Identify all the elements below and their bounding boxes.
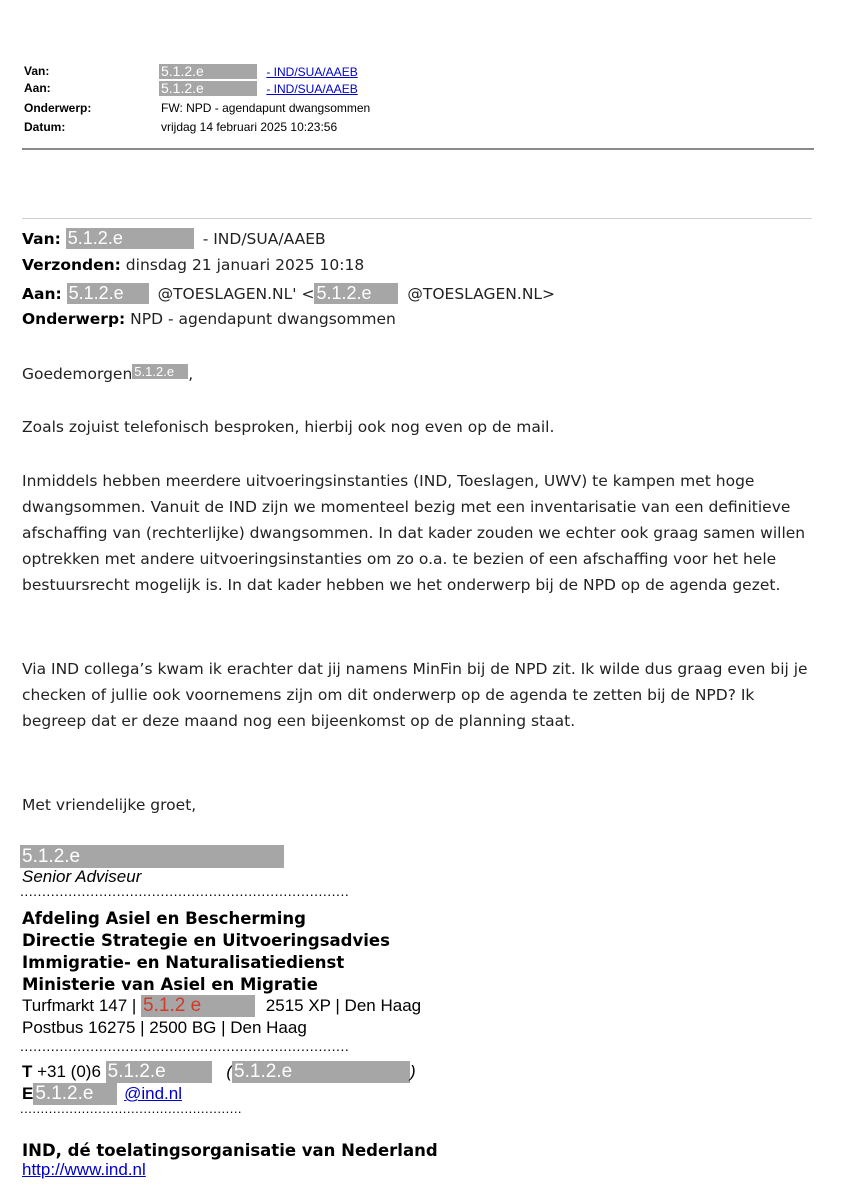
dotted-separator: ...................................................... xyxy=(20,1101,243,1116)
redaction-box: 5.1.2.e xyxy=(67,283,149,304)
redaction-box: 5.1.2.e xyxy=(20,845,284,868)
signature-role: Senior Adviseur xyxy=(22,867,142,886)
address-street: Turfmarkt 147 | xyxy=(22,996,142,1015)
phone-paren-open: ( xyxy=(226,1062,233,1081)
dotted-separator: ........................................................................... xyxy=(20,1038,350,1054)
fwd-to-domain1: @TOESLAGEN.NL' < xyxy=(157,285,315,303)
redaction-box: 5.1.2.e xyxy=(232,1061,410,1083)
header-date: vrijdag 14 februari 2025 10:23:56 xyxy=(161,120,338,134)
redaction-box: 5.1.2 e xyxy=(141,995,255,1017)
redaction-box: 5.1.2.e xyxy=(159,64,257,79)
header-to-link[interactable]: - IND/SUA/AAEB xyxy=(266,82,358,96)
header-to-value xyxy=(159,81,358,97)
sig-url-wrap xyxy=(22,1159,146,1181)
redaction-box: 5.1.2.e xyxy=(314,283,398,304)
fwd-sent-line xyxy=(22,256,364,274)
fwd-from-org: - IND/SUA/AAEB xyxy=(202,230,326,248)
paragraph-2: Inmiddels hebben meerdere uitvoeringsinstanties (IND, Toeslagen, UWV) te kampen met hoge dwangsommen. Vanuit de IND zijn we momenteel bezig met een inventarisatie van een definitieve afschaffing van (rechterlijke) dwangsommen. In dat kader zouden we echter ook graag samen willen optrekken met andere uitvoeringsinstanties om zo o.a. te bezien of een afschaffing voor het hele bestuursrecht mogelijk is. In dat kader hebben we het onderwerp bij de NPD op de agenda gezet. xyxy=(22,472,806,594)
header-to-label: Aan: xyxy=(24,81,51,95)
fwd-sent-value: dinsdag 21 januari 2025 10:18 xyxy=(125,256,365,274)
closing: Met vriendelijke groet, xyxy=(22,796,197,814)
redaction-box: 5.1.2.e xyxy=(33,1083,117,1105)
phone-paren-close: ) xyxy=(410,1062,416,1081)
header-date-label: Datum: xyxy=(24,120,66,134)
sig-dept-4: Ministerie van Asiel en Migratie xyxy=(22,975,318,994)
email-link[interactable]: @ind.nl xyxy=(124,1084,182,1103)
paragraph-3: Via IND collega’s kwam ik erachter dat jij namens MinFin bij de NPD zit. Ik wilde dus graag even bij je checken of jullie ook voornemens zijn om dit onderwerp op de agenda te zetten bij de NPD? Ik begreep dat er deze maand nog een bijeenkomst op de planning staat. xyxy=(22,660,808,730)
fwd-from-label: Van: xyxy=(22,230,61,248)
fwd-to-line xyxy=(22,283,555,304)
phone-label: T xyxy=(22,1062,33,1081)
fwd-subject-value: NPD - agendapunt dwangsommen xyxy=(130,310,396,328)
sig-phone xyxy=(22,1061,416,1083)
fwd-subject-label: Onderwerp: xyxy=(22,310,126,328)
website-link[interactable]: http://www.ind.nl xyxy=(22,1160,146,1179)
header-from-value xyxy=(159,64,358,80)
header-from-link[interactable]: - IND/SUA/AAEB xyxy=(266,65,358,79)
forward-divider xyxy=(22,218,812,219)
sig-dept-1: Afdeling Asiel en Bescherming xyxy=(22,909,306,928)
header-subject-label: Onderwerp: xyxy=(24,101,92,115)
email-label: E xyxy=(22,1084,34,1103)
redaction-box: 5.1.2.e xyxy=(132,364,188,379)
greeting-comma: , xyxy=(188,365,194,383)
header-from-label: Van: xyxy=(24,64,50,78)
greeting-text: Goedemorgen xyxy=(22,365,133,383)
redaction-box: 5.1.2.e xyxy=(66,228,194,249)
fwd-to-label: Aan: xyxy=(22,285,62,303)
signature-name xyxy=(20,845,284,868)
paragraph-1: Zoals zojuist telefonisch besproken, hierbij ook nog even op de mail. xyxy=(22,418,555,436)
address-postcode: 2515 XP | Den Haag xyxy=(265,996,422,1015)
sig-dept-2: Directie Strategie en Uitvoeringsadvies xyxy=(22,931,390,950)
fwd-sent-label: Verzonden: xyxy=(22,256,121,274)
fwd-to-domain2: @TOESLAGEN.NL> xyxy=(407,285,556,303)
header-divider xyxy=(22,148,814,150)
phone-prefix: +31 (0)6 xyxy=(32,1062,106,1081)
dotted-separator: ........................................................................... xyxy=(20,883,350,899)
greeting xyxy=(22,364,193,383)
sig-address-1 xyxy=(22,995,421,1017)
sig-address-2: Postbus 16275 | 2500 BG | Den Haag xyxy=(22,1018,307,1037)
fwd-from-line xyxy=(22,228,326,249)
redaction-box: 5.1.2.e xyxy=(159,81,257,96)
sig-tagline: IND, dé toelatingsorganisatie van Nederland xyxy=(22,1141,438,1160)
header-subject: FW: NPD - agendapunt dwangsommen xyxy=(161,101,371,115)
fwd-subject-line xyxy=(22,310,396,328)
redaction-box: 5.1.2.e xyxy=(106,1061,212,1083)
sig-dept-3: Immigratie- en Naturalisatiedienst xyxy=(22,953,345,972)
